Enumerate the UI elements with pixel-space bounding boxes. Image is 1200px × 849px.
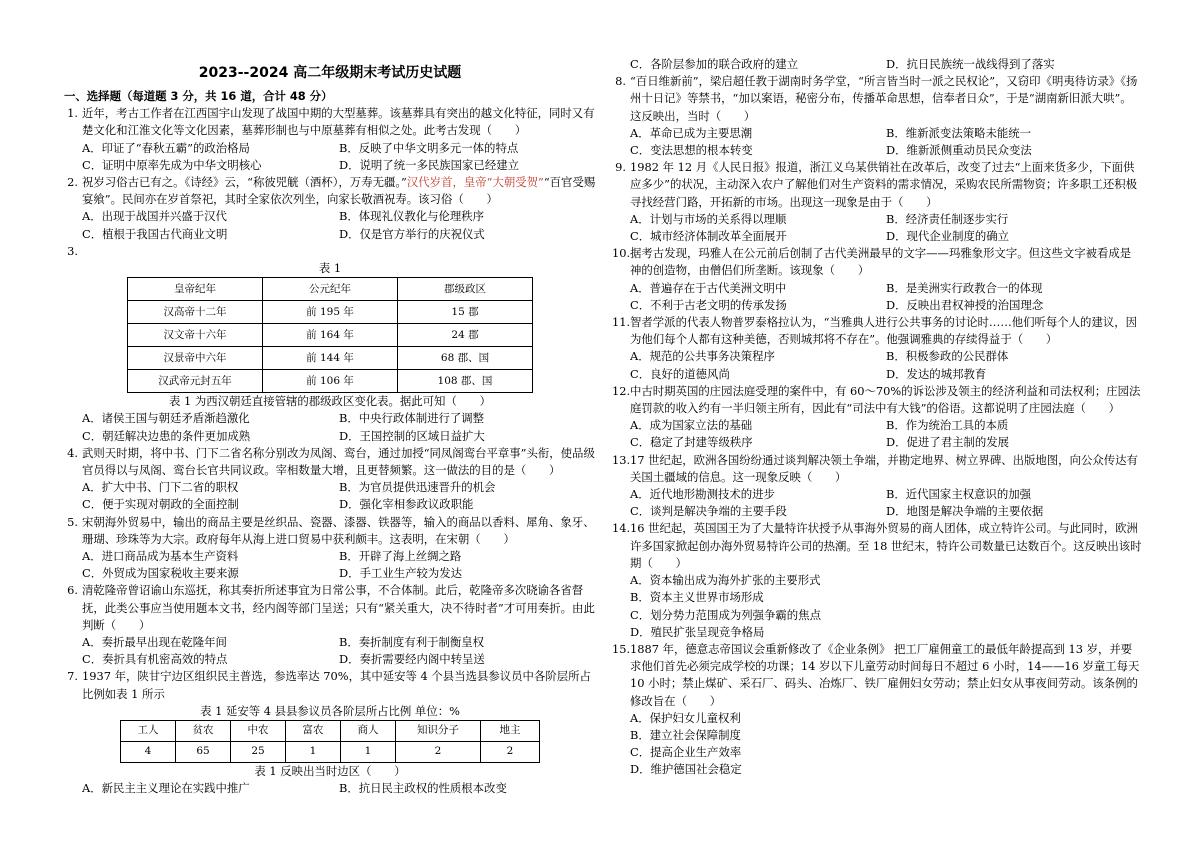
option-c[interactable]: C．划分势力范围成为列强争霸的焦点 <box>630 607 821 622</box>
question-3 <box>64 243 596 260</box>
table-cell: 108 郡、国 <box>398 370 533 393</box>
table-header: 富农 <box>286 721 341 742</box>
question-1 <box>64 105 596 139</box>
question-14 <box>612 520 1142 572</box>
table-cell: 1 <box>341 742 396 763</box>
option-d[interactable]: D．说明了统一多民族国家已经建立 <box>339 157 519 172</box>
question-number: 8. <box>615 74 626 89</box>
question-6 <box>64 582 596 634</box>
options-9 <box>612 211 1142 245</box>
option-b[interactable]: B．是美洲实行政教合一的体现 <box>886 280 1043 295</box>
question-text-part: 祝岁习俗古已有之。《诗经》云，“称彼兕觥（酒杯），万寿无疆。” <box>82 175 407 190</box>
table-cell: 前 195 年 <box>263 301 398 324</box>
table-header: 地主 <box>481 721 540 742</box>
options-8 <box>612 125 1142 159</box>
right-column <box>612 56 1142 779</box>
question-text: 1937 年，陕甘宁边区组织民主普选，参选率达 70%，其中延安等 4 个县当选县参议员中各阶层所占比例如表 1 所示 <box>82 669 591 701</box>
options-3 <box>64 410 596 444</box>
question-number: 11. <box>612 315 631 330</box>
section-heading: 一、选择题（每道题 3 分，共 16 道，合计 48 分） <box>64 89 333 103</box>
options-13 <box>612 486 1142 520</box>
options-6 <box>64 634 596 668</box>
table-cell: 前 106 年 <box>263 370 398 393</box>
question-12 <box>612 383 1142 417</box>
question-number: 2. <box>67 175 78 190</box>
option-c[interactable]: C．谈判是解决争端的主要手段 <box>630 504 787 519</box>
table-header: 公元纪年 <box>263 278 398 301</box>
table-caption: 表 1 延安等 4 县县参议员各阶层所占比例 单位：% <box>200 703 460 718</box>
table-cell: 汉武帝元封五年 <box>128 370 263 393</box>
question-9 <box>612 159 1142 211</box>
option-b[interactable]: B．为官员提供迅速晋升的机会 <box>339 480 496 495</box>
option-c[interactable]: C．便于实现对朝政的全面控制 <box>82 497 239 512</box>
question-11 <box>612 314 1142 348</box>
question-text: 16 世纪起，英国国王为了大量特许状授予从事海外贸易的商人团体，成立特许公司。与此同时，欧洲许多国家掀起创办海外贸易特许公司的热潮。至 18 世纪末，特许公司数量已达数百个。这反映出该时期（ ） <box>630 521 1142 570</box>
option-b[interactable]: B．开辟了海上丝绸之路 <box>339 549 462 564</box>
options-10 <box>612 280 1142 314</box>
table-header: 中农 <box>231 721 286 742</box>
option-d[interactable]: D．维护德国社会稳定 <box>630 762 742 777</box>
option-a[interactable]: A．成为国家立法的基础 <box>630 418 753 433</box>
table-row <box>128 301 533 324</box>
table-cell: 4 <box>121 742 176 763</box>
option-d[interactable]: D．殖民扩张呈现竞争格局 <box>630 624 765 639</box>
options-4 <box>64 479 596 513</box>
table-header: 贫农 <box>176 721 231 742</box>
option-c[interactable]: C．证明中原率先成为中华文明核心 <box>82 157 262 172</box>
option-d[interactable]: D．奏折需要经内阁中转呈送 <box>339 652 485 667</box>
option-a[interactable]: A．扩大中书、门下二省的职权 <box>82 480 239 495</box>
option-a[interactable]: A．资本输出成为海外扩张的主要形式 <box>630 573 821 588</box>
question-text: 武则天时期，将中书、门下二省名称分别改为凤阁、鸾台，通过加授“同凤阁鸾台平章事”头衔，使品级官员得以与凤阁、鸾台长官共同议政。宰相数量大增，且更替频繁。这一做法的目的是（ ） <box>82 445 595 478</box>
option-b[interactable]: B．作为统治工具的本质 <box>886 418 1009 433</box>
table-row <box>128 370 533 393</box>
question-5 <box>64 514 596 548</box>
option-a[interactable]: A．革命已成为主要思潮 <box>630 125 753 140</box>
question-text: 近年，考古工作者在江西国宇山发现了战国中期的大型墓葬。该墓葬具有突出的越文化特征，同时又有楚文化和江淮文化等文化因素，墓葬形制也与中原墓葬有相似之处。此考古发现（ ） <box>82 106 595 138</box>
option-a[interactable]: A．规范的公共事务决策程序 <box>630 349 775 364</box>
question-text: 表 1 为西汉朝廷直接管辖的郡级政区变化表。据此可知（ ） <box>168 394 492 409</box>
table-cell: 前 164 年 <box>263 324 398 347</box>
table-header: 知识分子 <box>396 721 481 742</box>
question-number: 3. <box>67 243 78 258</box>
option-d[interactable]: D．抗日民族统一战线得到了落实 <box>886 57 1055 71</box>
option-a[interactable]: A．进口商品成为基本生产资料 <box>82 549 239 564</box>
table-header-row <box>121 721 540 742</box>
option-a[interactable]: A．新民主主义理论在实践中推广 <box>82 781 250 796</box>
question-15 <box>612 641 1142 710</box>
option-c[interactable]: C．变法思想的根本转变 <box>630 143 753 158</box>
question-number: 12. <box>612 383 631 398</box>
options-2 <box>64 208 596 242</box>
option-d[interactable]: D．维新派侧重动员民众变法 <box>886 143 1032 158</box>
table-cell: 前 144 年 <box>263 347 398 370</box>
table-header: 皇帝纪年 <box>128 278 263 301</box>
option-d[interactable]: D．仅是官方举行的庆祝仪式 <box>339 226 485 241</box>
option-d[interactable]: D．反映出君权神授的治国理念 <box>886 297 1044 312</box>
table-row <box>128 324 533 347</box>
table-cell: 25 <box>231 742 286 763</box>
table-row <box>128 347 533 370</box>
option-a[interactable]: A．奏折最早出现在乾隆年间 <box>82 635 227 650</box>
options-12 <box>612 417 1142 451</box>
table-cell: 65 <box>176 742 231 763</box>
option-d[interactable]: D．促进了君主制的发展 <box>886 435 1010 450</box>
question-text: 表 1 反映出当时边区（ ） <box>254 764 406 779</box>
table-1 <box>127 277 533 393</box>
question-10 <box>612 245 1142 279</box>
question-number: 13. <box>612 452 631 467</box>
question-text-part: “百官受赐宴飨”。民间亦在岁首祭祀，其时全家依次列坐，向家长敬酒祝寿。该习俗（ ） <box>82 175 596 207</box>
option-b[interactable]: B．抗日民主政权的性质根本改变 <box>339 781 507 796</box>
question-text: 中古时期英国的庄园法庭受理的案件中，有 60～70%的诉讼涉及领主的经济利益和司法权利；庄园法庭罚款的收入约有一半归领主所有，因此有“司法中有大钱”的俗语。这都说明了庄园法庭（ ） <box>630 383 1141 416</box>
table-caption: 表 1 <box>318 261 342 276</box>
question-13 <box>612 452 1142 486</box>
option-b[interactable]: B．经济责任制逐步实行 <box>886 211 1009 226</box>
option-b[interactable]: B．体现礼仪教化与伦理秩序 <box>339 209 485 224</box>
option-a[interactable]: A．出现于战国并兴盛于汉代 <box>82 209 227 224</box>
question-number: 4. <box>67 445 78 460</box>
option-a[interactable]: A．普遍存在于古代美洲文明中 <box>630 280 787 295</box>
option-c[interactable]: C．奏折具有机密高效的特点 <box>82 652 228 667</box>
option-b[interactable]: B．积极参政的公民群体 <box>886 349 1009 364</box>
question-text: 宋朝海外贸易中，输出的商品主要是丝织品、瓷器、漆器、铁器等，输入的商品以香料、犀角、象牙、珊瑚、珍珠等为大宗。政府每年从海上进口贸易中获利颇丰。这表明，在宋朝（ ） <box>82 514 595 546</box>
question-text: 1887 年，德意志帝国议会重新修改了《企业条例》 把工厂雇佣童工的最低年龄提高到 13 岁，并要求他们首先必须完成学校的功课；14 岁以下儿童劳动时间每日不超过 6 小时，14——16 岁童工每天 10 小时；禁止煤矿、采石厂、码头、冶炼厂、铁厂雇佣妇女劳动；禁止妇女从事夜间劳动。该条例的修改旨在（ ） <box>630 641 1140 708</box>
table-cell: 汉高帝十二年 <box>128 301 263 324</box>
table-2 <box>120 720 540 763</box>
option-d[interactable]: D．强化宰相参政议政职能 <box>339 497 474 512</box>
question-text: 17 世纪起，欧洲各国纷纷通过谈判解决领土争端，并勘定地界、树立界碑、出版地图，向公众传达有关国土疆域的信息。这一现象反映（ ） <box>630 452 1138 484</box>
options-11 <box>612 348 1142 382</box>
table-cell: 68 郡、国 <box>398 347 533 370</box>
page-title: 2023--2024 高二年级期末考试历史试题 <box>198 65 462 81</box>
question-number: 15. <box>612 641 631 656</box>
question-text <box>82 174 596 208</box>
left-column <box>64 58 596 798</box>
question-text: 智者学派的代表人物普罗泰格拉认为，“当雅典人进行公共事务的讨论时……他们听每个人的建议，因为他们每个人都有这种美德，否则城邦将不存在”。他强调雅典的存续得益于（ ） <box>630 315 1138 347</box>
table-header-row <box>128 278 533 301</box>
question-7 <box>64 668 596 702</box>
table-header: 郡级政区 <box>398 278 533 301</box>
option-c[interactable]: C．良好的道德风尚 <box>630 366 730 381</box>
options-15 <box>612 710 1142 779</box>
option-d[interactable]: D．地图是解决争端的主要依据 <box>886 504 1044 519</box>
table-header: 工人 <box>121 721 176 742</box>
question-number: 14. <box>612 521 631 536</box>
option-c[interactable]: C．城市经济体制改革全面展开 <box>630 229 787 244</box>
option-a[interactable]: A．印证了“春秋五霸”的政治格局 <box>82 140 250 155</box>
question-number: 1. <box>67 106 78 121</box>
table-cell: 24 郡 <box>398 324 533 347</box>
question-number: 5. <box>67 514 78 529</box>
option-a[interactable]: A．计划与市场的关系得以理顺 <box>630 211 787 226</box>
question-4 <box>64 445 596 479</box>
option-c[interactable]: C．外贸成为国家税收主要来源 <box>82 566 239 581</box>
option-a[interactable]: A．保护妇女儿童权利 <box>630 710 741 725</box>
option-b[interactable]: B．资本主义世界市场形成 <box>630 590 764 605</box>
question-8 <box>612 73 1142 125</box>
question-2 <box>64 174 596 208</box>
question-number: 7. <box>67 669 78 684</box>
options-1 <box>64 140 596 174</box>
option-b[interactable]: B．建立社会保障制度 <box>630 727 741 742</box>
table-cell: 汉景帝中六年 <box>128 347 263 370</box>
question-text: 清乾隆帝曾诏谕山东巡抚，称其奏折所述事宜为日常公事，不合体制。此后，乾隆帝多次晓谕各省督抚，此类公事应当使用题本文书，经内阁等部门呈送；只有“紧关重大，决不待时者”才可用奏折。由此判断（ ） <box>82 583 595 632</box>
table-cell: 1 <box>286 742 341 763</box>
options-5 <box>64 548 596 582</box>
table-cell: 汉文帝十六年 <box>128 324 263 347</box>
options-14 <box>612 572 1142 641</box>
table-row <box>121 742 540 763</box>
option-b[interactable]: B．维新派变法策略未能统一 <box>886 125 1032 140</box>
question-number: 10. <box>612 246 631 261</box>
option-c[interactable]: C．不利于古老文明的传承发扬 <box>630 297 787 312</box>
option-b[interactable]: B．奏折制度有利于制衡皇权 <box>339 635 485 650</box>
question-number: 9. <box>615 160 626 175</box>
table-header: 商人 <box>341 721 396 742</box>
table-cell: 2 <box>481 742 540 763</box>
option-d[interactable]: D．现代企业制度的确立 <box>886 229 1010 244</box>
option-b[interactable]: B．反映了中华文明多元一体的特点 <box>339 140 519 155</box>
options-7-ab <box>64 780 596 797</box>
option-c[interactable]: C．提高企业生产效率 <box>630 745 742 760</box>
question-text-highlight: 汉代岁首，皇帝“大朝受贺” <box>406 175 544 190</box>
option-d[interactable]: D．王国控制的区域日益扩大 <box>339 428 485 443</box>
option-d[interactable]: D．发达的城邦教育 <box>886 366 987 381</box>
option-a[interactable]: A．诸侯王国与朝廷矛盾渐趋激化 <box>82 411 250 426</box>
options-7-cd <box>612 56 1142 73</box>
table-cell: 2 <box>396 742 481 763</box>
option-c[interactable]: C．植根于我国古代商业文明 <box>82 226 228 241</box>
option-d[interactable]: D．手工业生产较为发达 <box>339 566 463 581</box>
option-b[interactable]: B．中央行政体制进行了调整 <box>339 411 485 426</box>
option-c[interactable]: C．朝廷解决边患的条件更加成熟 <box>82 428 251 443</box>
option-a[interactable]: A．近代地形勘测技术的进步 <box>630 487 775 502</box>
question-number: 6. <box>67 583 78 598</box>
option-b[interactable]: B．近代国家主权意识的加强 <box>886 487 1032 502</box>
option-c[interactable]: C．稳定了封建等级秩序 <box>630 435 753 450</box>
question-text: “百日维新前”，梁启超任教于湖南时务学堂，“所言皆当时一派之民权论”，又窃印《明夷待访录》《扬州十日记》等禁书，“加以案语，秘密分布，传播革命思想，信奉者日众”，于是“湖南新旧派大哄”。这反映出，当时（ ） <box>630 74 1138 123</box>
option-c[interactable]: C．各阶层参加的联合政府的建立 <box>630 57 799 71</box>
table-cell: 15 郡 <box>398 301 533 324</box>
question-text: 1982 年 12 月《人民日报》报道，浙江义乌某供销社在改革后，改变了过去“上面来货多少，下面供应多少”的状况，主动深入农户了解他们对生产资料的需求情况，采购农民所需物资；许多职工还积极寻找经营门路，开拓新的市场。出现这一现象是由于（ ） <box>630 160 1138 209</box>
question-text: 据考古发现，玛雅人在公元前后创制了古代美洲最早的文字——玛雅象形文字。但这些文字被看成是神的创造物，由僧侣们所垄断。该现象（ ） <box>630 246 1132 278</box>
